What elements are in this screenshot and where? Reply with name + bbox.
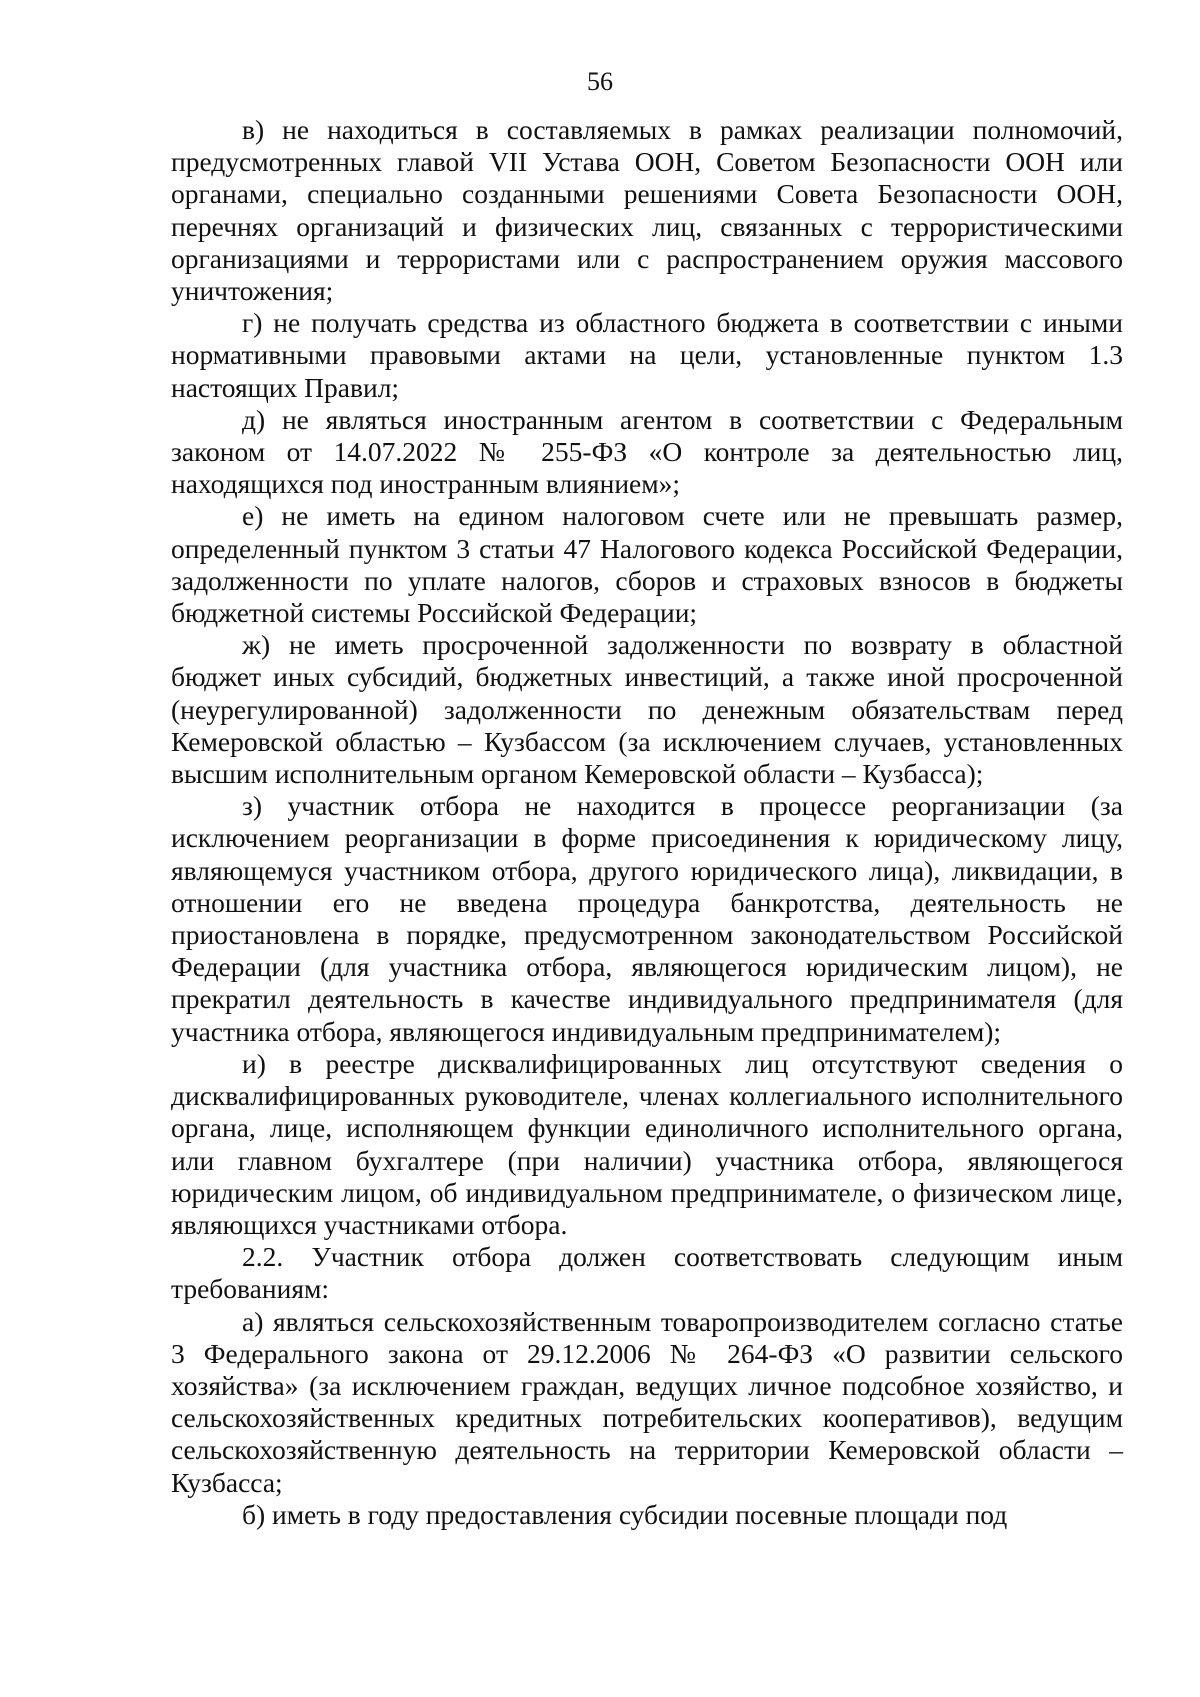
- paragraph-zh: ж) не иметь просроченной задолженности по возврату в областной бюджет иных субсидий, бюджетных инвестиций, а также иной просроченной (неурегулированной) задолженности по денежным обязательствам перед Кемеровской областью – Кузбассом (за исключением случаев, установленных высшим исполнительным органом Кемеровской области – Кузбасса);: [171, 629, 1123, 790]
- paragraph-g: г) не получать средства из областного бюджета в соответствии с иными нормативными правовыми актами на цели, установленные пунктом 1.3 настоящих Правил;: [171, 307, 1123, 403]
- paragraph-i: и) в реестре дисквалифицированных лиц отсутствуют сведения о дисквалифицированных руководителе, членах коллегиального исполнительного органа, лице, исполняющем функции единоличного исполнительного органа, или главном бухгалтере (при наличии) участника отбора, являющегося юридическим лицом, об индивидуальном предпринимателе, о физическом лице, являющихся участниками отбора.: [171, 1047, 1123, 1240]
- paragraph-2-2: 2.2. Участник отбора должен соответствовать следующим иным требованиям:: [171, 1241, 1123, 1305]
- paragraph-e: е) не иметь на едином налоговом счете или не превышать размер, определенный пунктом 3 статьи 47 Налогового кодекса Российской Федерации, задолженности по уплате налогов, сборов и страховых взносов в бюджеты бюджетной системы Российской Федерации;: [171, 500, 1123, 629]
- document-body: [171, 114, 1123, 1531]
- page-number: 56: [587, 67, 613, 96]
- paragraph-a: а) являться сельскохозяйственным товаропроизводителем согласно статье 3 Федерального закона от 29.12.2006 № 264-ФЗ «О развитии сельского хозяйства» (за исключением граждан, ведущих личное подсобное хозяйство, и сельскохозяйственных кредитных потребительских кооперативов), ведущим сельскохозяйственную деятельность на территории Кемеровской области – Кузбасса;: [171, 1305, 1123, 1498]
- paragraph-b: б) иметь в году предоставления субсидии посевные площади под: [242, 1498, 1008, 1530]
- paragraph-v: в) не находиться в составляемых в рамках реализации полномочий, предусмотренных главой VII Устава ООН, Советом Безопасности ООН или органами, специально созданными решениями Совета Безопасности ООН, перечнях организаций и физических лиц, связанных с террористическими организациями и террористами или с распространением оружия массового уничтожения;: [171, 114, 1123, 307]
- paragraph-z: з) участник отбора не находится в процессе реорганизации (за исключением реорганизации в форме присоединения к юридическому лицу, являющемуся участником отбора, другого юридического лица), ликвидации, в отношении его не введена процедура банкротства, деятельность не приостановлена в порядке, предусмотренном законодательством Российской Федерации (для участника отбора, являющегося юридическим лицом), не прекратил деятельность в качестве индивидуального предпринимателя (для участника отбора, являющегося индивидуальным предпринимателем);: [171, 790, 1123, 1047]
- paragraph-d: д) не являться иностранным агентом в соответствии с Федеральным законом от 14.07.2022 № 255-ФЗ «О контроле за деятельностью лиц, находящихся под иностранным влиянием»;: [171, 403, 1123, 500]
